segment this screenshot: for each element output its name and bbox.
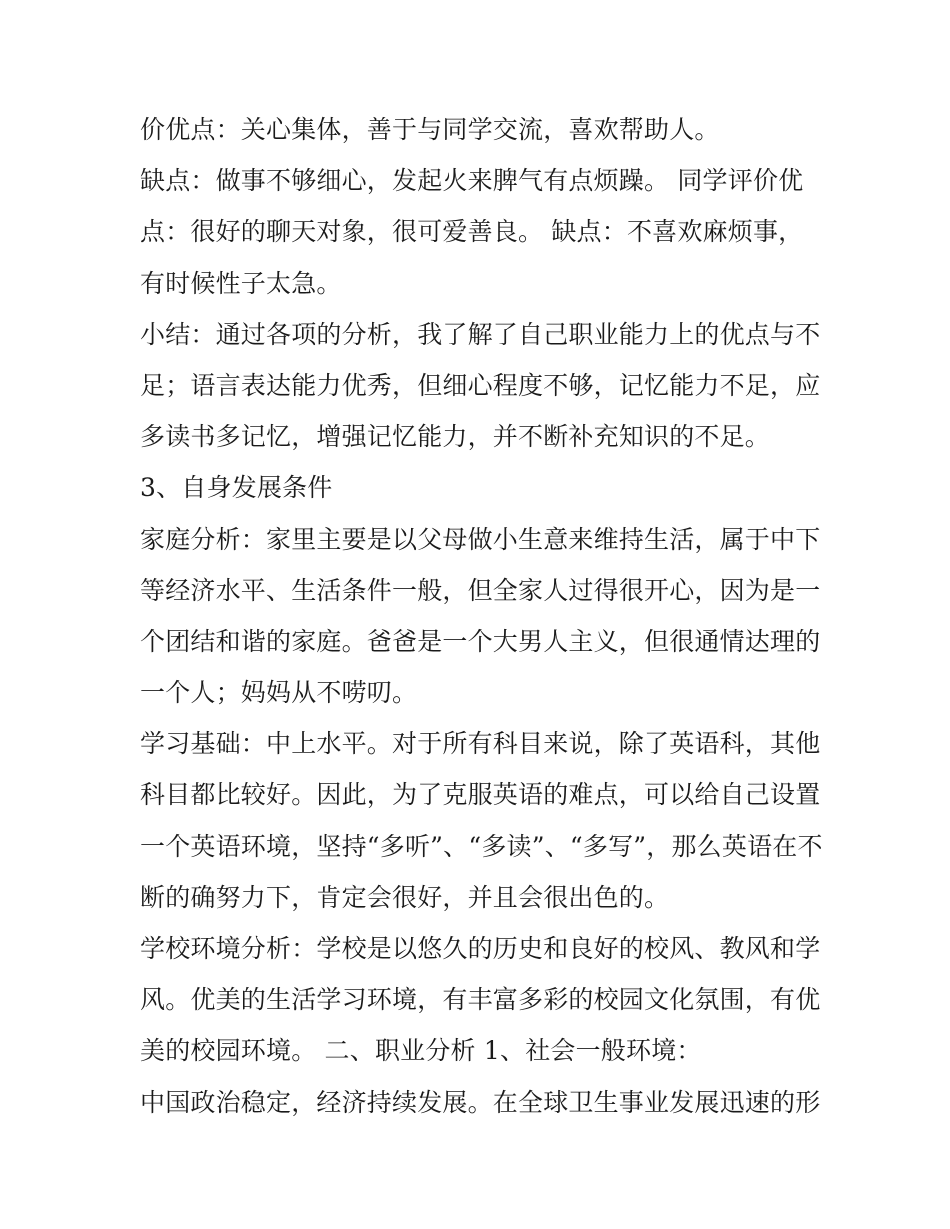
text-line: 风。优美的生活学习环境，有丰富多彩的校园文化氛围，有优 bbox=[140, 985, 821, 1015]
text-line: 缺点：做事不够细心，发起火来脾气有点烦躁。 同学评价优 bbox=[140, 166, 804, 196]
text-line: 家庭分析：家里主要是以父母做小生意来维持生活，属于中下 bbox=[140, 524, 821, 554]
text-line: 一个英语环境，坚持“多听”、“多读”、“多写”，那么英语在不 bbox=[140, 831, 823, 861]
text-line: 多读书多记忆，增强记忆能力，并不断补充知识的不足。 bbox=[140, 422, 771, 452]
text-line: 学校环境分析：学校是以悠久的历史和良好的校风、教风和学 bbox=[140, 934, 821, 963]
text-line: 一个人；妈妈从不唠叨。 bbox=[140, 678, 418, 708]
section-heading: 3、自身发展条件 bbox=[140, 473, 333, 503]
text-line: 美的校园环境。 二、职业分析 1、社会一般环境： bbox=[140, 1036, 702, 1066]
body-text bbox=[140, 104, 823, 1128]
text-line: 点：很好的聊天对象，很可爱善良。 缺点：不喜欢麻烦事， bbox=[140, 217, 804, 247]
text-line: 中国政治稳定，经济持续发展。在全球卫生事业发展迅速的形 bbox=[140, 1087, 821, 1117]
text-line: 价优点：关心集体，善于与同学交流，喜欢帮助人。 bbox=[140, 115, 720, 144]
text-line: 小结：通过各项的分析，我了解了自己职业能力上的优点与不 bbox=[140, 319, 821, 349]
text-line: 断的确努力下，肯定会很好，并且会很出色的。 bbox=[140, 882, 670, 912]
text-line: 有时候性子太急。 bbox=[140, 268, 342, 298]
text-line: 足；语言表达能力优秀，但细心程度不够，记忆能力不足，应 bbox=[140, 370, 821, 400]
text-line: 个团结和谐的家庭。爸爸是一个大男人主义，但很通情达理的 bbox=[140, 626, 821, 656]
text-line: 学习基础：中上水平。对于所有科目来说，除了英语科，其他 bbox=[140, 729, 821, 759]
text-line: 科目都比较好。因此，为了克服英语的难点，可以给自己设置 bbox=[140, 780, 821, 810]
text-line: 等经济水平、生活条件一般，但全家人过得很开心，因为是一 bbox=[140, 575, 821, 605]
